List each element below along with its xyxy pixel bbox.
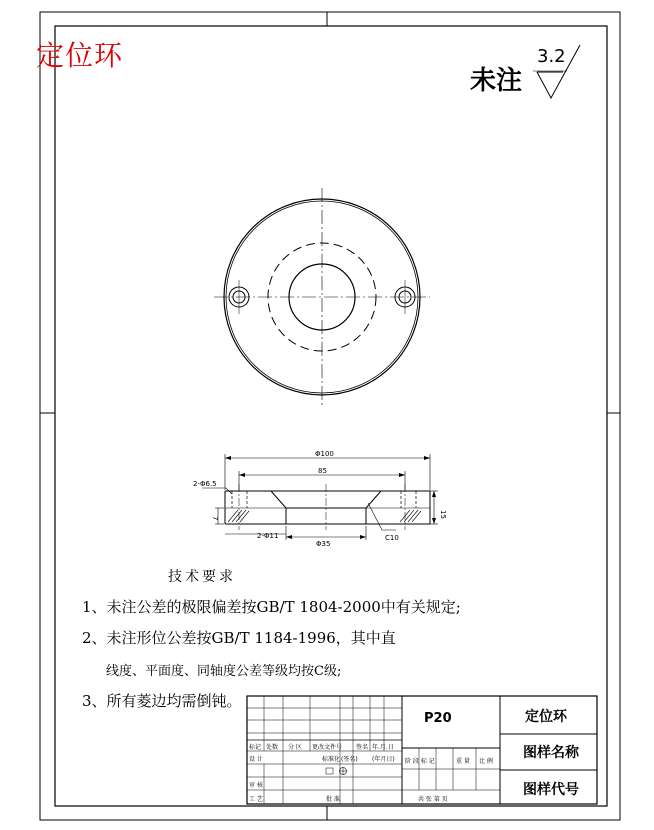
tb-scale: 比 例: [479, 758, 493, 765]
section-view: [225, 484, 430, 530]
tb-label-sign: (签名): [341, 756, 358, 763]
tb-label-process: 工 艺: [249, 796, 263, 803]
tech-item-1: 1、未注公差的极限偏差按GB/T 1804-2000中有关规定;: [82, 598, 461, 616]
tech-item-3: 3、所有菱边均需倒钝。: [82, 692, 242, 710]
tb-part-name: 定位环: [525, 709, 567, 725]
section-hatch: [228, 510, 421, 522]
roughness-value: 3.2: [537, 46, 566, 67]
inner-frame: [55, 26, 607, 806]
tb-header-change-doc: 更改文件号: [312, 744, 343, 751]
dim-outer-dia: Φ100: [315, 450, 334, 458]
dimension-labels: [193, 450, 447, 548]
tb-header-zone: 分 区: [288, 744, 302, 751]
tb-header-count: 处数: [266, 744, 279, 751]
tech-requirements-title: 技术要求: [168, 569, 236, 585]
dim-thickness: 15: [439, 510, 447, 519]
tb-weight: 重 量: [456, 758, 470, 765]
tech-item-2: 2、未注形位公差按GB/T 1184-1996，其中直: [82, 629, 396, 647]
tb-label-std: 标准化: [322, 756, 341, 763]
dim-counterbore: 2-Φ6.5: [193, 480, 217, 488]
tb-drawing-code-label: 图样代号: [523, 782, 579, 798]
roughness-label: 未注: [470, 66, 523, 96]
dim-inner-dia: Φ35: [316, 540, 331, 548]
tb-label-approve: 批 准: [326, 796, 340, 803]
dim-through-hole: 2-Φ11: [257, 532, 279, 540]
tb-sheet-count: 共 张 第 页: [418, 796, 448, 803]
tb-header-date: 年.月.日: [372, 744, 394, 751]
tb-label-ymd: (年月日): [372, 756, 395, 763]
tb-drawing-name-label: 图样名称: [523, 745, 579, 761]
tb-stage-mark: 阶 段 标 记: [405, 758, 435, 765]
dim-hole-pitch: 85: [318, 467, 327, 475]
dim-chamfer: C10: [385, 534, 399, 542]
tb-label-design: 设 计: [249, 756, 263, 763]
dimension-arrows: [225, 456, 436, 539]
top-view: [214, 188, 430, 406]
dim-step: 7: [211, 516, 219, 521]
tb-header-mark: 标记: [249, 744, 262, 751]
tb-material: P20: [424, 711, 452, 726]
tech-item-2-cont: 线度、平面度、同轴度公差等级均按C级;: [106, 664, 342, 679]
part-name-red: 定位环: [36, 39, 124, 72]
tb-header-sign: 签名: [356, 744, 369, 751]
tb-label-review: 审 核: [249, 782, 263, 789]
